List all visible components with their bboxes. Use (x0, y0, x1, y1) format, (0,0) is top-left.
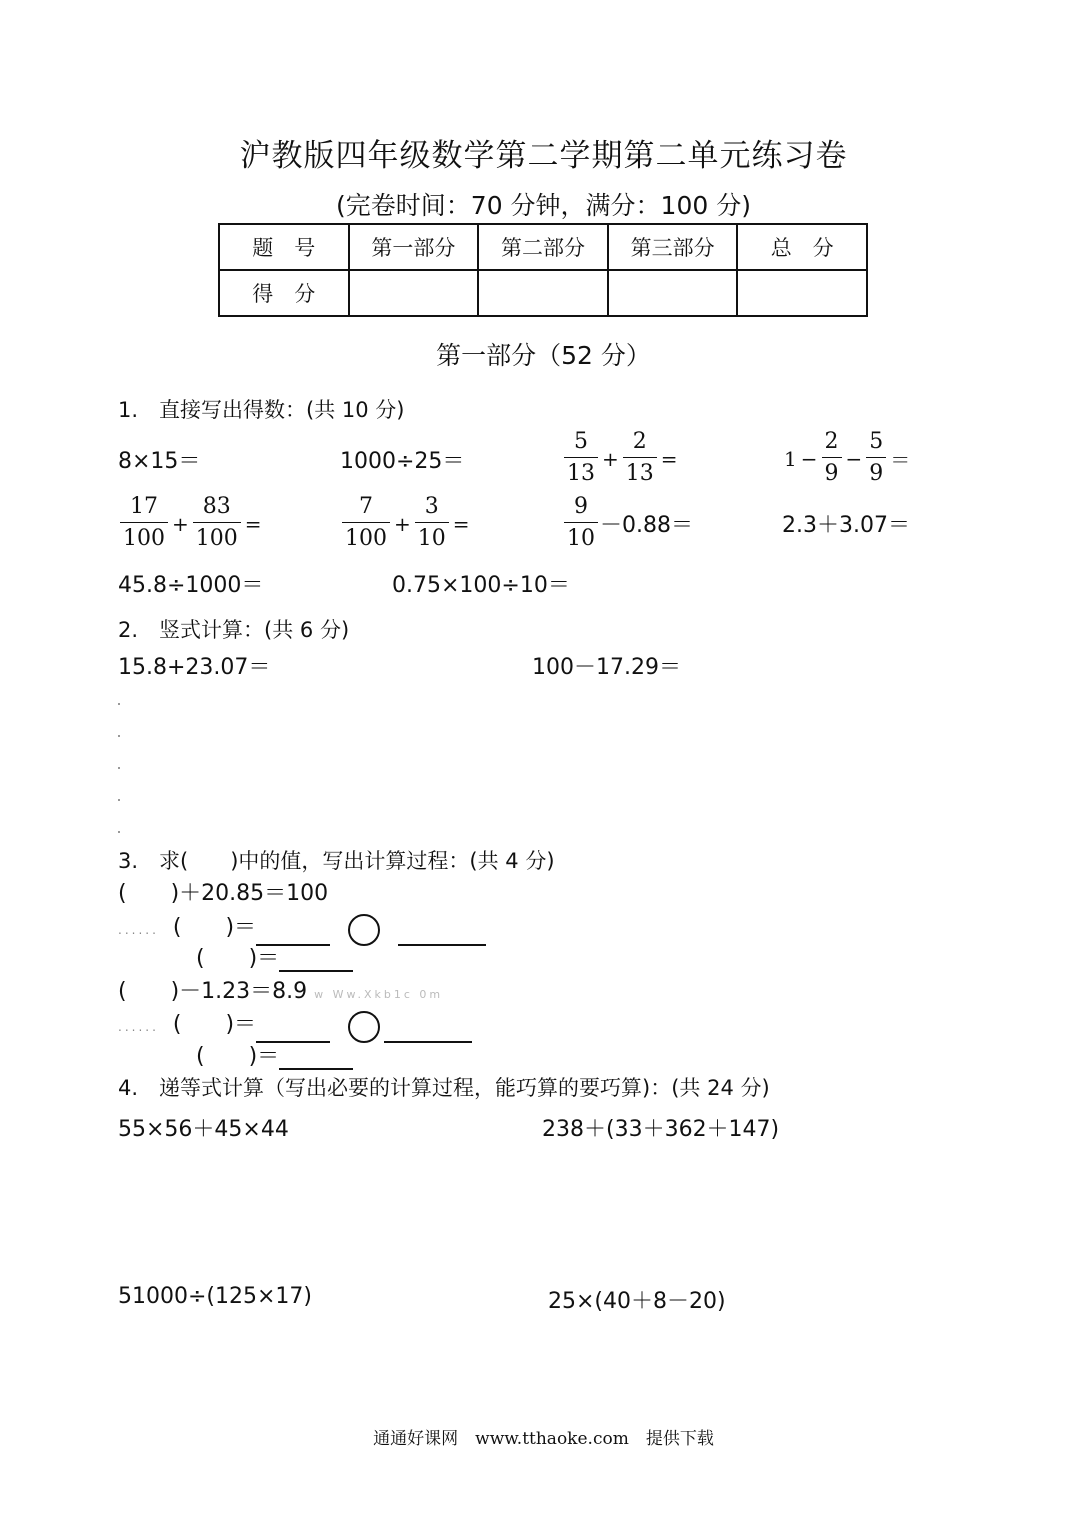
expression-rest: －0.88＝ (600, 513, 693, 538)
score-header-cell: 第一部分 (349, 224, 479, 270)
answer-blank[interactable] (398, 922, 486, 946)
q2-item-b: 100－17.29＝ (532, 655, 681, 680)
score-header-cell: 第二部分 (478, 224, 608, 270)
score-table (218, 223, 868, 317)
fraction-denominator: 9 (822, 457, 842, 490)
q4-item-b: 238＋(33＋362＋147) (542, 1117, 780, 1142)
answer-blank[interactable] (279, 948, 353, 972)
fraction-denominator: 100 (120, 522, 168, 555)
margin-dot (118, 767, 120, 769)
fraction-numerator: 17 (130, 494, 158, 519)
fraction-numerator: 5 (574, 429, 588, 454)
operator: − (845, 446, 863, 471)
lead-number: 1 (784, 446, 797, 471)
answer-blank[interactable] (279, 1046, 353, 1070)
exam-subtitle: (完卷时间：70 分钟，满分：100 分) (336, 191, 751, 220)
equation-text: ( )－1.23＝8.9 (118, 979, 308, 1004)
q2-item-a: 15.8+23.07＝ (118, 655, 271, 680)
margin-dot (118, 831, 120, 833)
leader-dots: ...... (118, 1020, 159, 1034)
watermark: w Ww.Xkb1c 0m (314, 988, 444, 1001)
operator: + (172, 511, 189, 536)
score-header-cell: 题 号 (219, 224, 349, 270)
margin-dot (118, 735, 120, 737)
fraction-numerator: 3 (424, 494, 439, 519)
score-table-score-row (219, 270, 867, 316)
page-footer: 通通好课网 www.tthaoke.com 提供下载 (373, 1429, 714, 1449)
fraction-denominator: 13 (623, 457, 657, 490)
fraction-denominator: 100 (193, 522, 241, 555)
fraction-denominator: 10 (564, 522, 598, 555)
score-cell-total[interactable] (737, 270, 867, 316)
fraction-numerator: 2 (824, 429, 839, 454)
score-table-header-row (219, 224, 867, 270)
step-paren: ( )＝ (196, 1044, 280, 1069)
fraction-denominator: 13 (564, 457, 598, 490)
score-cell-part3[interactable] (608, 270, 738, 316)
q1-item-j: 0.75×100÷10＝ (392, 573, 570, 598)
q3-step-line (196, 1039, 353, 1070)
fraction-numerator: 5 (869, 429, 884, 454)
q3-equation-2 (118, 974, 443, 1005)
q3-equation-1: ( )＋20.85＝100 (118, 881, 329, 906)
score-header-cell: 第三部分 (608, 224, 738, 270)
q3-step-line (118, 1007, 472, 1043)
equals-sign: = (660, 446, 678, 471)
score-header-cell: 总 分 (737, 224, 867, 270)
q1-item-i: 45.8÷1000＝ (118, 573, 264, 598)
q1-title: 1. 直接写出得数：(共 10 分) (118, 398, 405, 422)
leader-dots: ...... (118, 923, 159, 937)
page-title: 沪教版四年级数学第二学期第二单元练习卷 (239, 138, 848, 174)
fraction-numerator: 7 (359, 494, 373, 519)
q1-item-g (562, 492, 693, 555)
score-cell-part2[interactable] (478, 270, 608, 316)
fraction-numerator: 2 (632, 429, 647, 454)
operator: + (602, 446, 619, 471)
q1-item-b: 1000÷25＝ (340, 449, 465, 474)
fraction-denominator: 100 (342, 522, 390, 555)
score-row-label: 得 分 (219, 270, 349, 316)
step-paren: ( )＝ (172, 1012, 257, 1037)
score-cell-part1[interactable] (349, 270, 479, 316)
fraction-numerator: 83 (202, 494, 231, 519)
q1-item-h: 2.3＋3.07＝ (782, 513, 910, 538)
part1-title: 第一部分（52 分） (436, 341, 651, 370)
equals-sign: = (452, 511, 470, 536)
answer-blank[interactable] (384, 1019, 472, 1043)
fraction-denominator: 9 (866, 457, 886, 490)
q1-item-f (340, 492, 472, 555)
margin-dot (118, 799, 120, 801)
fraction-numerator: 9 (574, 494, 588, 519)
operator: − (800, 446, 818, 471)
margin-dot (118, 703, 120, 705)
equals-sign: ＝ (890, 448, 911, 472)
q1-item-e (118, 492, 264, 555)
q4-item-d: 25×(40＋8－20) (548, 1289, 726, 1314)
q4-item-c: 51000÷(125×17) (118, 1284, 313, 1309)
step-paren: ( )＝ (196, 946, 280, 971)
q4-title: 4. 递等式计算（写出必要的计算过程，能巧算的要巧算)：(共 24 分) (118, 1076, 770, 1100)
q4-item-a: 55×56＋45×44 (118, 1117, 289, 1142)
operator: + (394, 511, 411, 536)
q1-item-a: 8×15＝ (118, 449, 201, 474)
q3-step-line (196, 941, 353, 972)
fraction-denominator: 10 (415, 522, 449, 555)
equals-sign: = (244, 511, 262, 536)
q2-title: 2. 竖式计算：(共 6 分) (118, 618, 350, 642)
q3-title: 3. 求( )中的值，写出计算过程：(共 4 分) (118, 849, 555, 873)
step-paren: ( )＝ (172, 915, 257, 940)
q1-item-d (782, 427, 912, 490)
q1-item-c (562, 427, 680, 490)
